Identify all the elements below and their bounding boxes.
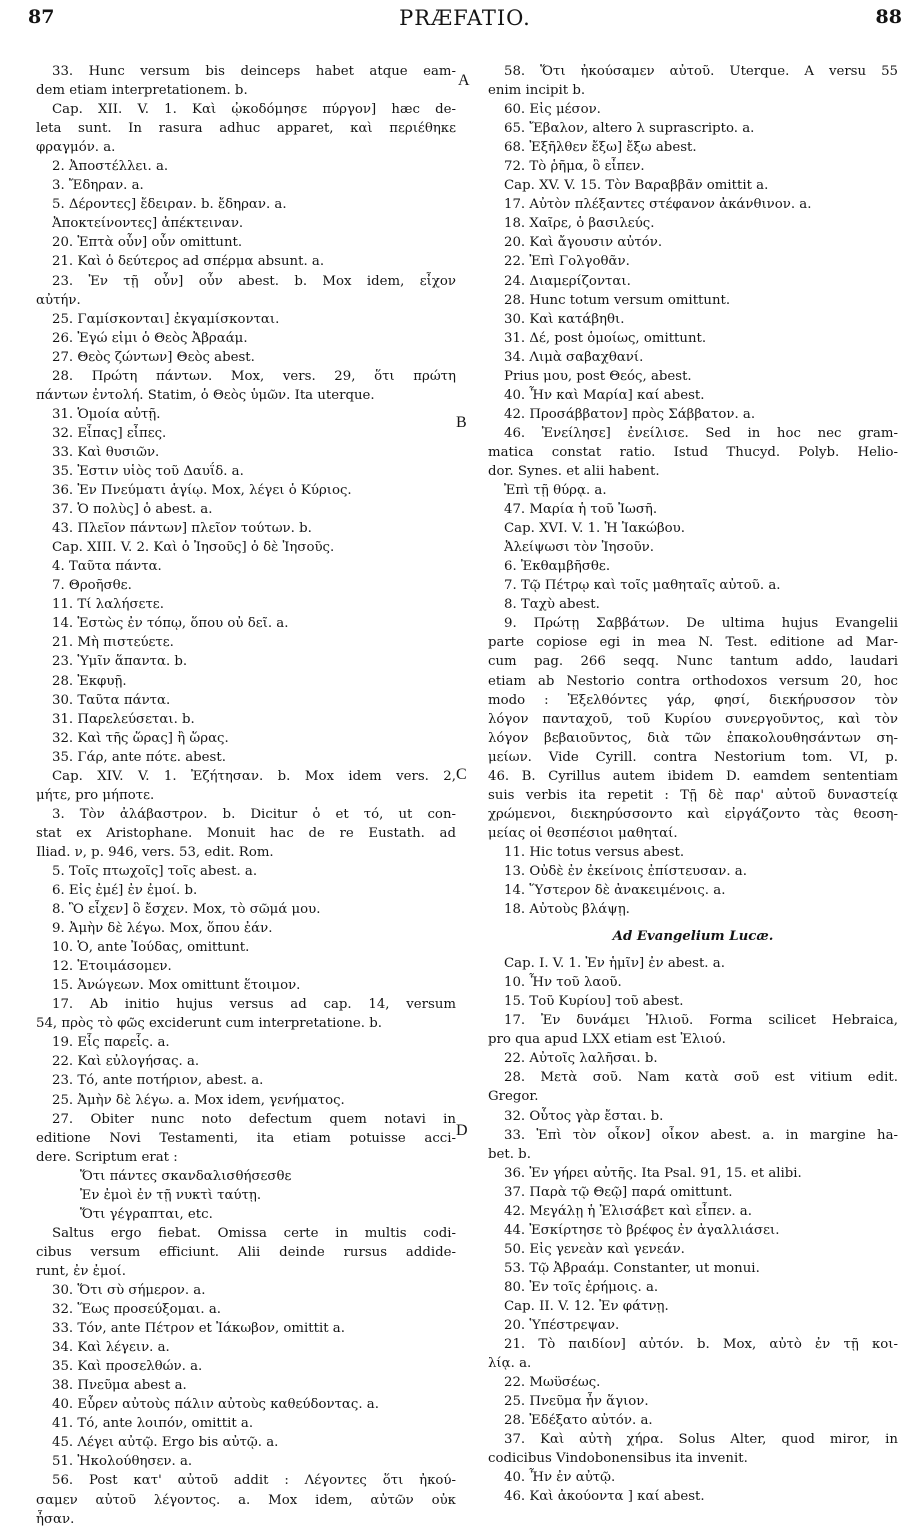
text-line: 31. Παρελεύσεται. b. [52, 711, 195, 727]
text-line: 13. Οὐδὲ ἐν ἐκείνοις ἐπίστευσαν. a. [504, 863, 747, 879]
text-line: 7. Θροῆσθε. [52, 578, 132, 594]
text-line: 11. Τί λαλήσετε. [52, 597, 164, 613]
text-line: pro qua apud LXX etiam est Ἐλιού. [488, 1032, 726, 1048]
page-number-left: 87 [28, 6, 55, 28]
text-line: 11. Hic totus versus abest. [504, 844, 685, 860]
text-line: 4. Ταῦτα πάντα. [52, 559, 162, 575]
text-line: 65. Ἔβαλον, altero λ suprascripto. a. [504, 121, 755, 137]
text-line: 21. Τὸ παιδίον] αὐτόν. b. Mox, αὐτὸ ἐν τῇ κοι- [504, 1337, 898, 1353]
text-line: 5. Τοῖς πτωχοῖς] τοῖς abest. a. [52, 863, 258, 879]
text-line: Ἀποκτείνοντες] ἀπέκτειναν. [52, 216, 244, 232]
spacer [488, 946, 898, 954]
text-line: 36. Ἐν γήρει αὐτῆς. Ita Psal. 91, 15. et alibi. [504, 1165, 802, 1181]
text-line: 27. Θεὸς ζώντων] Θεὸς abest. [52, 349, 255, 365]
text-line: stat ex Aristophane. Monuit hac de re Eustath. ad [36, 825, 456, 841]
text-line: 42. Μεγάλῃ ἡ Ἐλισάβετ καὶ εἶπεν. a. [504, 1203, 752, 1219]
text-line: Cap. XII. V. 1. Καὶ ᾠκοδόμησε πύργον] hæc de- [52, 102, 456, 118]
page-header [28, 6, 902, 36]
text-line: 72. Τὸ ῥῆμα, ὃ εἶπεν. [504, 159, 645, 175]
text-line: Saltus ergo fiebat. Omissa certe in multis codi- [52, 1225, 456, 1241]
text-line: Cap. XIV. V. 1. Ἐζήτησαν. b. Mox idem vers. 2, [52, 768, 456, 784]
text-line: 17. Ab initio hujus versus ad cap. 14, versum [52, 997, 456, 1013]
text-line: 17. Αὐτὸν πλέξαντες στέφανον ἀκάνθινον. a. [504, 197, 812, 213]
text-line: 43. Πλεῖον πάντων] πλεῖον τούτων. b. [52, 521, 312, 537]
text-line: 41. Τό, ante λοιπόν, omittit a. [52, 1416, 254, 1432]
right-column [488, 62, 898, 1507]
text-line: cum pag. 266 seqq. Nunc tantum addo, laudari [488, 654, 898, 670]
text-line: 18. Χαῖρε, ὁ βασιλεύς. [504, 216, 655, 232]
text-line: 37. Ὁ πολὺς] ὁ abest. a. [52, 502, 213, 518]
text-line: Ὅτι πάντες σκανδαλισθήσεσθε [80, 1168, 292, 1184]
text-line: 54, πρὸς τὸ φῶς exciderunt cum interpretatione. b. [36, 1016, 382, 1032]
text-line: 9. Ἀμὴν δὲ λέγω. Mox, ὅπου ἐάν. [52, 921, 273, 937]
text-line: 25. Ἀμὴν δὲ λέγω. a. Mox idem, γενήματος. [52, 1092, 345, 1108]
text-line: 28. Μετὰ σοῦ. Nam κατὰ σοῦ est vitium edit. [504, 1070, 898, 1086]
text-line: φραγμόν. a. [36, 140, 116, 156]
text-line: editione Novi Testamenti, ita etiam potuisse acci- [36, 1130, 456, 1146]
text-line: Gregor. [488, 1089, 539, 1105]
text-line: cibus versum efficiunt. Alii deinde rursus addide- [36, 1244, 456, 1260]
text-line: 26. Ἐγώ εἰμι ὁ Θεὸς Ἀβραάμ. [52, 330, 248, 346]
text-line: 34. Λιμὰ σαβαχθανί. [504, 349, 644, 365]
text-line: 18. Αὐτοὺς βλάψῃ. [504, 902, 630, 918]
text-line: 19. Εἷς παρεἷς. a. [52, 1035, 170, 1051]
text-line: 40. Ἦν καὶ Μαρία] καί abest. [504, 387, 705, 403]
text-line: 9. Πρώτῃ Σαββάτων. De ultima hujus Evangelii [504, 616, 898, 632]
text-line: 27. Obiter nunc noto defectum quem notavi in [52, 1111, 456, 1127]
text-line: Cap. XVI. V. 1. Ἡ Ἰακώβου. [504, 521, 685, 537]
text-line: 7. Τῷ Πέτρῳ καὶ τοῖς μαθηταῖς αὐτοῦ. a. [504, 578, 781, 594]
text-line: modo : Ἐξελθόντες γάρ, φησί, διεκήρυσσον τὸν [488, 692, 898, 708]
text-line: 12. Ἑτοιμάσομεν. [52, 959, 172, 975]
text-line: 44. Ἐσκίρτησε τὸ βρέφος ἐν ἀγαλλιάσει. [504, 1222, 780, 1238]
text-line: 22. Αὐτοῖς λαλῆσαι. b. [504, 1051, 658, 1067]
text-line: 46. B. Cyrillus autem ibidem D. eamdem sententiam [488, 768, 898, 784]
text-line: 8. Ταχὺ abest. [504, 597, 600, 613]
margin-marker-c: C [456, 766, 467, 783]
text-line: 80. Ἐν τοῖς ἐρήμοις. a. [504, 1279, 659, 1295]
text-line: Cap. XV. V. 15. Τὸν Βαραββᾶν omittit a. [504, 178, 769, 194]
text-line: χρώμενοι, διεκηρύσσοντο καὶ εἰργάζοντο τὰς θεοση- [488, 806, 898, 822]
text-line: 32. Καὶ τῆς ὥρας] ἢ ὥρας. [52, 730, 229, 746]
text-line: 20. Ὑπέστρεψαν. [504, 1318, 620, 1334]
text-line: suis verbis ita repetit : Τῇ δὲ παρ' αὐτοῦ δυναστείᾳ [488, 787, 898, 803]
text-line: enim incipit b. [488, 83, 586, 99]
text-line: 22. Καὶ εὐλογήσας. a. [52, 1054, 200, 1070]
text-line: 21. Καὶ ὁ δεύτερος ad σπέρμα absunt. a. [52, 254, 325, 270]
text-line: 21. Μὴ πιστεύετε. [52, 635, 174, 651]
text-line: Cap. XIII. V. 2. Καὶ ὁ Ἰησοῦς] ὁ δὲ Ἰησοῦς. [52, 540, 335, 556]
text-line: 23. Ἐν τῇ οὖν] οὖν abest. b. Mox idem, εἶχον [52, 273, 456, 289]
text-line: 40. Ἦν ἐν αὐτῷ. [504, 1470, 616, 1486]
text-line: 51. Ἠκολούθησεν. a. [52, 1454, 193, 1470]
text-line: 15. Τοῦ Κυρίου] τοῦ abest. [504, 994, 684, 1010]
text-line: 50. Εἰς γενεὰν καὶ γενεάν. [504, 1241, 685, 1257]
text-line: Cap. II. V. 12. Ἐν φάτνῃ. [504, 1299, 669, 1314]
text-line: Ὅτι γέγραπται, etc. [80, 1206, 213, 1222]
text-line: 24. Διαμερίζονται. [504, 273, 631, 289]
text-line: 58. Ὅτι ἠκούσαμεν αὐτοῦ. Uterque. A versu 55 [504, 64, 898, 79]
text-line: πάντων ἐντολή. Statim, ὁ Θεὸς ὑμῶν. Ita uterque. [36, 387, 375, 403]
text-line: 33. Hunc versum bis deinceps habet atque eam- [52, 64, 456, 79]
page-number-right: 88 [875, 6, 902, 28]
text-line: 8. Ὃ εἶχεν] ὃ ἔσχεν. Mox, τὸ σῶμά μου. [52, 902, 321, 918]
margin-marker-a: A [458, 72, 470, 89]
text-line: 35. Ἐστιν υἱὸς τοῦ Δαυΐδ. a. [52, 463, 244, 479]
text-line: 32. Ἕως προσεύξομαι. a. [52, 1302, 222, 1318]
text-line: 6. Εἰς ἐμέ] ἐν ἐμοί. b. [52, 883, 198, 899]
text-line: 30. Ταῦτα πάντα. [52, 692, 171, 708]
text-line: 2. Ἀποστέλλει. a. [52, 159, 169, 175]
text-line: Prius μου, post Θεός, abest. [504, 368, 692, 384]
text-line: 22. Ἐπὶ Γολγοθᾶν. [504, 254, 630, 270]
margin-marker-b: B [456, 414, 467, 431]
text-line: 6. Ἐκθαμβῆσθε. [504, 559, 611, 575]
text-line: Ἐν ἐμοὶ ἐν τῇ νυκτὶ ταύτῃ. [80, 1187, 262, 1203]
text-line: 33. Τόν, ante Πέτρον et Ἰάκωβον, omittit a. [52, 1321, 345, 1337]
text-line: 20. Ἑπτὰ οὖν] οὖν omittunt. [52, 235, 243, 251]
text-line: 23. Ὑμῖν ἅπαντα. b. [52, 654, 188, 670]
text-line: bet. b. [488, 1146, 531, 1162]
text-line: λόγον βεβαιοῦντος, διὰ τῶν ἐπακολουθησάντων ση- [488, 730, 898, 746]
text-line: 31. Δέ, post ὁμοίως, omittunt. [504, 330, 707, 346]
text-line: dor. Synes. et alii habent. [488, 463, 660, 479]
text-line: Ἀλείψωσι τὸν Ἰησοῦν. [504, 540, 654, 556]
text-line: 31. Ὁμοία αὐτῇ. [52, 406, 161, 422]
text-line: μείων. Vide Cyrill. contra Nestorium tom. VI, p. [488, 749, 898, 765]
text-line: 32. Οὗτος γὰρ ἔσται. b. [504, 1108, 664, 1124]
text-line: dere. Scriptum erat : [36, 1149, 178, 1165]
text-line: 35. Γάρ, ante πότε. abest. [52, 749, 226, 765]
text-line: 32. Εἶπας] εἶπες. [52, 425, 167, 441]
text-line: λίᾳ. a. [488, 1356, 532, 1372]
text-line: 45. Λέγει αὐτῷ. Ergo bis αὐτῷ. a. [52, 1435, 279, 1451]
text-line: 37. Καὶ αὐτὴ χήρα. Solus Alter, quod miror, in [504, 1432, 898, 1448]
text-line: 68. Ἐξῆλθεν ἔξω] ἔξω abest. [504, 140, 697, 156]
text-line: Ἐπὶ τῇ θύρᾳ. a. [504, 483, 607, 499]
text-line: 42. Προσάββατον] πρὸς Σάββατον. a. [504, 406, 756, 422]
text-line: 17. Ἐν δυνάμει Ἠλιοῦ. Forma scilicet Hebraica, [504, 1013, 898, 1029]
text-line: 3. Τὸν ἀλάβαστρον. b. Dicitur ὁ et τό, ut con- [52, 806, 456, 822]
text-line: dem etiam interpretationem. b. [36, 83, 248, 99]
text-line: λόγον πανταχοῦ, τοῦ Κυρίου συνεργοῦντος, καὶ τὸν [488, 711, 898, 727]
text-line: 46. Καὶ ἀκούοντα ] καί abest. [504, 1489, 705, 1505]
text-line: codicibus Vindobonensibus ita invenit. [488, 1451, 748, 1467]
text-line: ἦσαν. [36, 1511, 75, 1527]
text-line: 28. Πρώτη πάντων. Mox, vers. 29, ὅτι πρώτη [52, 368, 456, 384]
text-line: 25. Πνεῦμα ἦν ἅγιον. [504, 1394, 649, 1410]
text-line: 3. Ἔδηραν. a. [52, 178, 144, 194]
text-line: 28. Ἐκφυῇ. [52, 673, 127, 689]
text-line: 33. Καὶ θυσιῶν. [52, 444, 160, 460]
section-heading: Ad Evangelium Lucæ. [612, 929, 774, 945]
text-line: σαμεν αὐτοῦ λέγοντος. a. Mox idem, αὐτῶν οὐκ [36, 1492, 456, 1508]
text-line: etiam ab Nestorio contra orthodoxos versum 20, hoc [488, 673, 898, 689]
left-column [36, 62, 456, 1529]
text-line: 10. Ἦν τοῦ λαοῦ. [504, 975, 622, 991]
text-line: 25. Γαμίσκονται] ἐκγαμίσκονται. [52, 311, 280, 327]
text-line: Cap. I. V. 1. Ἐν ἡμῖν] ἐν abest. a. [504, 956, 725, 972]
text-line: 46. Ἐνείλησε] ἐνείλισε. Sed in hoc nec gram- [504, 425, 898, 441]
text-line: 53. Τῷ Ἀβραάμ. Constanter, ut monui. [504, 1260, 760, 1276]
text-line: αὐτήν. [36, 292, 81, 308]
text-line: matica constat ratio. Istud Thucyd. Polyb. Helio- [488, 444, 898, 460]
text-line: 14. Ὕστερον δὲ ἀνακειμένοις. a. [504, 883, 726, 899]
text-line: 33. Ἐπὶ τὸν οἶκον] οἶκον abest. a. in margine ha- [504, 1127, 898, 1143]
text-line: 35. Καὶ προσελθών. a. [52, 1359, 203, 1375]
text-line: 56. Post κατ' αὐτοῦ addit : Λέγοντες ὅτι ἠκού- [52, 1473, 456, 1489]
running-title: PRÆFATIO. [399, 6, 531, 30]
text-line: 28. Ἐδέξατο αὐτόν. a. [504, 1413, 653, 1429]
text-line: Iliad. ν, p. 946, vers. 53, edit. Rom. [36, 844, 274, 860]
text-line: μείας οἱ θεσπέσιοι μαθηταί. [488, 825, 678, 841]
margin-marker-d: D [456, 1122, 468, 1139]
text-line: 40. Εὗρεν αὐτοὺς πάλιν αὐτοὺς καθεύδοντας. a. [52, 1397, 379, 1413]
text-line: 22. Μωϋσέως. [504, 1375, 601, 1391]
text-line: 30. Ὅτι σὺ σήμερον. a. [52, 1283, 206, 1298]
text-line: 20. Καὶ ἄγουσιν αὐτόν. [504, 235, 663, 251]
text-line: 14. Ἑστὼς ἐν τόπῳ, ὅπου οὐ δεῖ. a. [52, 616, 289, 632]
text-line: 10. Ὁ, ante Ἰούδας, omittunt. [52, 940, 250, 956]
text-line: 34. Καὶ λέγειν. a. [52, 1340, 170, 1356]
text-line: 47. Μαρία ἡ τοῦ Ἰωσῆ. [504, 502, 658, 518]
text-line: leta sunt. In rasura adhuc apparet, καὶ περιέθηκε [36, 121, 456, 137]
text-line: runt, ἐν ἐμοί. [36, 1263, 126, 1279]
text-line: 15. Ἀνώγεων. Mox omittunt ἕτοιμον. [52, 978, 301, 994]
text-line: 37. Παρὰ τῷ Θεῷ] παρά omittunt. [504, 1184, 733, 1200]
text-line: μήτε, pro μήποτε. [36, 787, 155, 803]
text-line: 60. Εἰς μέσον. [504, 102, 601, 118]
spacer [488, 919, 898, 927]
text-line: 28. Hunc totum versum omittunt. [504, 292, 731, 308]
text-line: parte copiose egi in mea N. Test. editione ad Mar- [488, 635, 898, 651]
text-line: 30. Καὶ κατάβηθι. [504, 311, 625, 327]
text-line: 5. Δέροντες] ἔδειραν. b. ἔδηραν. a. [52, 197, 287, 213]
text-line: 36. Ἐν Πνεύματι ἁγίῳ. Mox, λέγει ὁ Κύριος. [52, 483, 352, 499]
text-line: 23. Τό, ante ποτήριον, abest. a. [52, 1073, 264, 1089]
text-line: 38. Πνεῦμα abest a. [52, 1378, 187, 1394]
